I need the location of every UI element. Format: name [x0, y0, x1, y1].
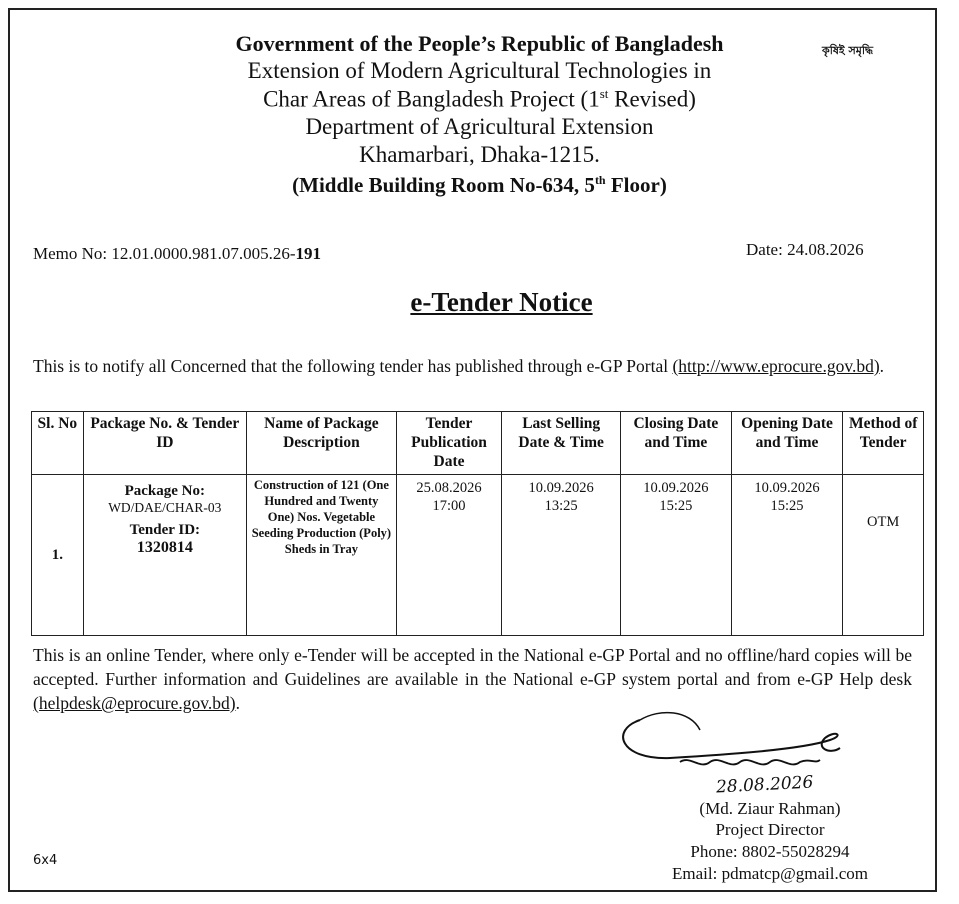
header-government: Government of the People’s Republic of Bangladesh — [235, 31, 724, 56]
closing-time: 15:25 — [659, 498, 693, 514]
closing-date: 10.09.2026 — [643, 480, 709, 496]
header-department: Department of Agricultural Extension — [305, 114, 654, 139]
signature-date: 28.08.2026 — [715, 772, 814, 798]
cell-package — [83, 475, 246, 636]
notice-title: e-Tender Notice — [410, 287, 593, 317]
opening-date: 10.09.2026 — [754, 480, 820, 496]
header-room: (Middle Building Room No-634, 5th Floor) — [292, 173, 667, 197]
intro-paragraph: This is to notify all Concerned that the following tender has published through e-GP Portal (http://www.eprocure.gov.bd). — [33, 356, 885, 376]
tender-table — [31, 411, 924, 636]
header-address: Khamarbari, Dhaka-1215. — [359, 142, 600, 167]
package-label: Package No: — [124, 483, 206, 499]
col-header-method: Method of Tender — [843, 412, 924, 475]
opening-time: 15:25 — [770, 498, 804, 514]
table-row — [32, 475, 924, 636]
col-header-opening: Opening Date and Time — [731, 412, 843, 475]
package-number: WD/DAE/CHAR-03 — [108, 500, 222, 515]
tender-id-label: Tender ID: — [129, 522, 201, 538]
footer-paragraph: This is an online Tender, where only e-Tender will be accepted in the National e-GP Portal and no offline/hard copies will be accepted. Further information and Guidelines are available in the National e-GP system portal and from e-GP Help desk (helpdesk@eprocure.gov.bd). — [33, 645, 912, 713]
method-value: OTM — [867, 514, 900, 530]
col-header-closing: Closing Date and Time — [621, 412, 732, 475]
signatory-name: (Md. Ziaur Rahman) — [699, 799, 841, 818]
selling-time: 13:25 — [544, 498, 578, 514]
memo-date: Date: 24.08.2026 — [746, 240, 864, 259]
selling-date: 10.09.2026 — [528, 480, 594, 496]
cell-closing — [621, 475, 732, 636]
cell-description — [246, 475, 396, 636]
col-header-selling: Last Selling Date & Time — [502, 412, 621, 475]
eprocure-link[interactable]: (http://www.eprocure.gov.bd) — [672, 356, 880, 376]
cell-selling — [502, 475, 621, 636]
header-project-line1: Extension of Modern Agricultural Technologies in — [247, 58, 712, 83]
size-code: 6x4 — [33, 853, 58, 868]
cell-method — [843, 475, 924, 636]
publication-time: 17:00 — [432, 498, 466, 514]
cell-publication — [396, 475, 501, 636]
signatory-title: Project Director — [715, 820, 825, 839]
header-project-line2: Char Areas of Bangladesh Project (1st Revised) — [263, 86, 696, 112]
signatory-email: Email: pdmatcp@gmail.com — [672, 864, 868, 883]
slogan-logo: কৃষিই সমৃদ্ধি — [822, 44, 874, 57]
col-header-package: Package No. & Tender ID — [83, 412, 246, 475]
memo-number: Memo No: 12.01.0000.981.07.005.26-191 — [33, 244, 322, 263]
col-header-publication: Tender Publication Date — [396, 412, 501, 475]
col-header-description: Name of Package Description — [246, 412, 396, 475]
tender-id: 1320814 — [136, 539, 193, 556]
cell-sl: 1. — [32, 475, 84, 636]
col-header-sl: Sl. No — [32, 412, 84, 475]
table-header-row — [32, 412, 924, 475]
publication-date: 25.08.2026 — [416, 480, 482, 496]
cell-opening — [731, 475, 843, 636]
description-text: Construction of 121 (One Hundred and Twenty One) Nos. Vegetable Seeding Production (Poly) Sheds in Tray — [251, 478, 392, 556]
signatory-phone: Phone: 8802-55028294 — [690, 842, 850, 861]
helpdesk-email-link[interactable]: (helpdesk@eprocure.gov.bd) — [33, 693, 236, 713]
